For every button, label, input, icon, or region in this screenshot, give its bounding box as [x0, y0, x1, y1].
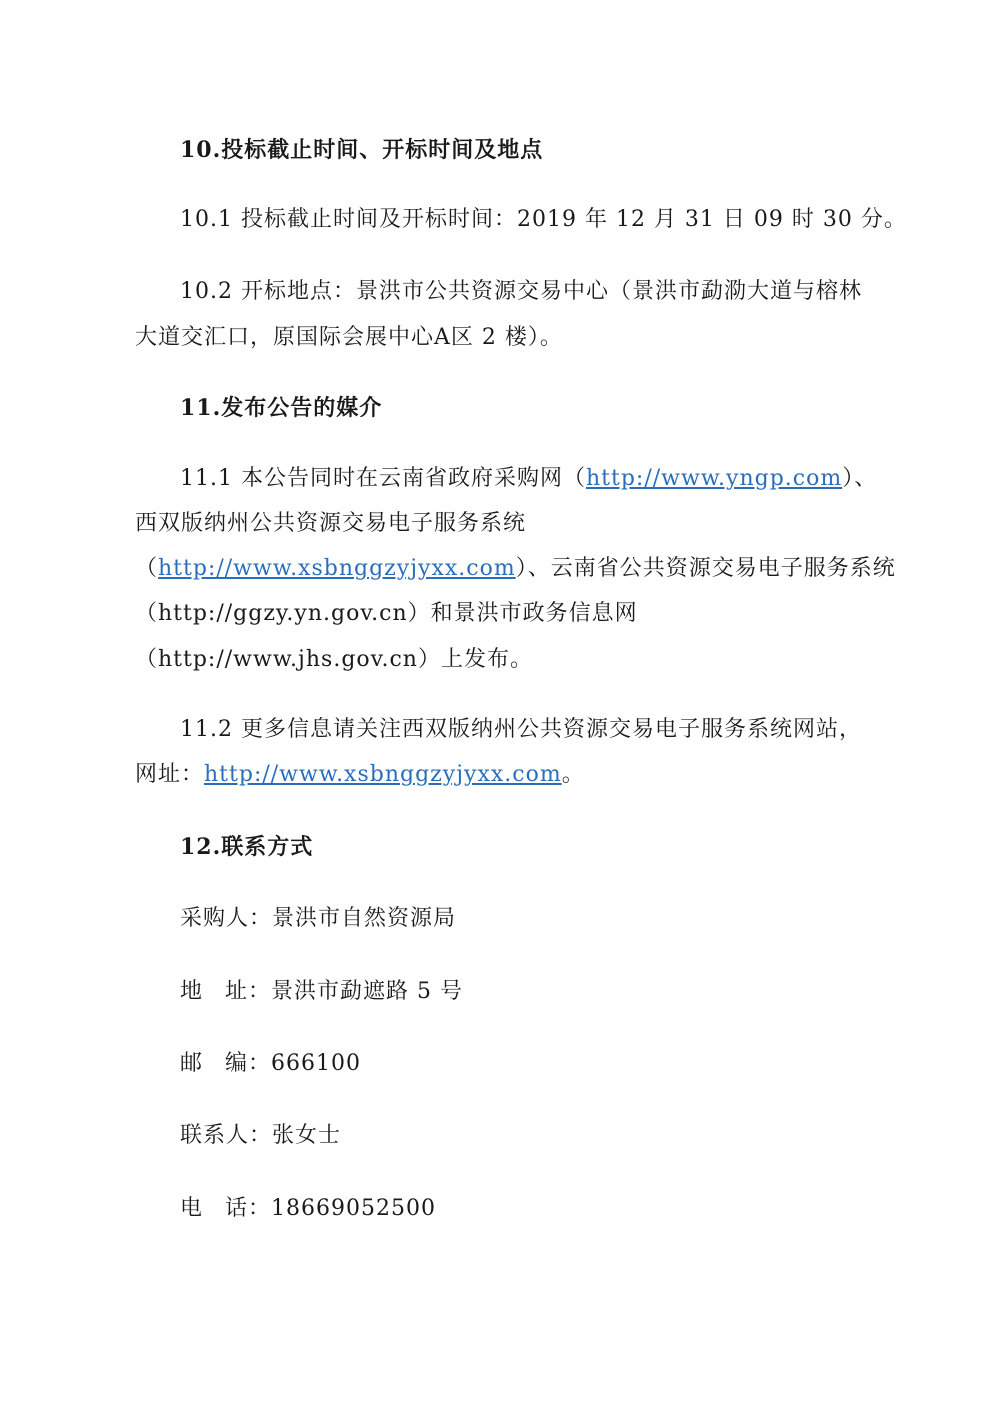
- phone-row: [180, 1194, 880, 1224]
- address-label-2: 址：: [225, 979, 272, 1004]
- section-11-heading: 11.发布公告的媒介: [180, 395, 383, 421]
- postcode-row: [180, 1049, 880, 1079]
- address-label-1: 地: [180, 979, 204, 1004]
- section-10-1-text: 10.1 投标截止时间及开标时间：2019 年 12 月 31 日 09 时 30 分。: [180, 207, 907, 232]
- section-12-heading: 12.联系方式: [180, 834, 314, 860]
- xsbn-link[interactable]: http://www.xsbnggzyjyxx.com: [158, 556, 516, 581]
- section-11-1-line-3-rest: ）、云南省公共资源交易电子服务系统: [515, 556, 896, 581]
- contact-row: [180, 1121, 880, 1151]
- section-11-2-line-1: 11.2 更多信息请关注西双版纳州公共资源交易电子服务系统网站，: [180, 717, 862, 742]
- postcode-label-2: 编：: [225, 1051, 272, 1076]
- section-10-heading: 10.投标截止时间、开标时间及地点: [180, 137, 544, 163]
- section-10-2-line-2: 大道交汇口，原国际会展中心A区 2 楼）。: [135, 325, 563, 350]
- section-11-1-line-4: （http://ggzy.yn.gov.cn）和景洪市政务信息网: [135, 601, 638, 626]
- section-11-1-line-1: [180, 464, 880, 494]
- address-row: [180, 977, 880, 1007]
- section-11-1-suffix: ）、: [842, 466, 878, 491]
- paren-open: （: [135, 556, 159, 581]
- postcode-label-1: 邮: [180, 1051, 204, 1076]
- purchaser-label: 采购人：: [180, 906, 273, 931]
- section-11-2-suffix: 。: [561, 762, 585, 787]
- section-11-1-prefix: 11.1 本公告同时在云南省政府采购网（: [180, 466, 586, 491]
- section-11-2-line-2: [135, 760, 875, 790]
- address-value: 景洪市勐遮路 5 号: [271, 979, 464, 1004]
- yngp-link[interactable]: http://www.yngp.com: [585, 466, 843, 491]
- postcode-value: 666100: [271, 1051, 362, 1076]
- contact-label: 联系人：: [180, 1123, 273, 1148]
- purchaser-row: [180, 904, 880, 934]
- phone-label-1: 电: [180, 1196, 204, 1221]
- contact-value: 张女士: [272, 1123, 342, 1148]
- website-label: 网址：: [135, 762, 205, 787]
- purchaser-value: 景洪市自然资源局: [272, 906, 457, 931]
- section-10-2-line-1: 10.2 开标地点：景洪市公共资源交易中心（景洪市勐泐大道与榕林: [180, 279, 862, 304]
- phone-value: 18669052500: [271, 1196, 436, 1221]
- xsbn-website-link[interactable]: http://www.xsbnggzyjyxx.com: [204, 762, 562, 787]
- section-11-1-line-5: （http://www.jhs.gov.cn）上发布。: [135, 647, 533, 672]
- phone-label-2: 话：: [225, 1196, 272, 1221]
- section-11-1-line-2: 西双版纳州公共资源交易电子服务系统: [135, 511, 527, 536]
- section-11-1-line-3: [135, 554, 896, 584]
